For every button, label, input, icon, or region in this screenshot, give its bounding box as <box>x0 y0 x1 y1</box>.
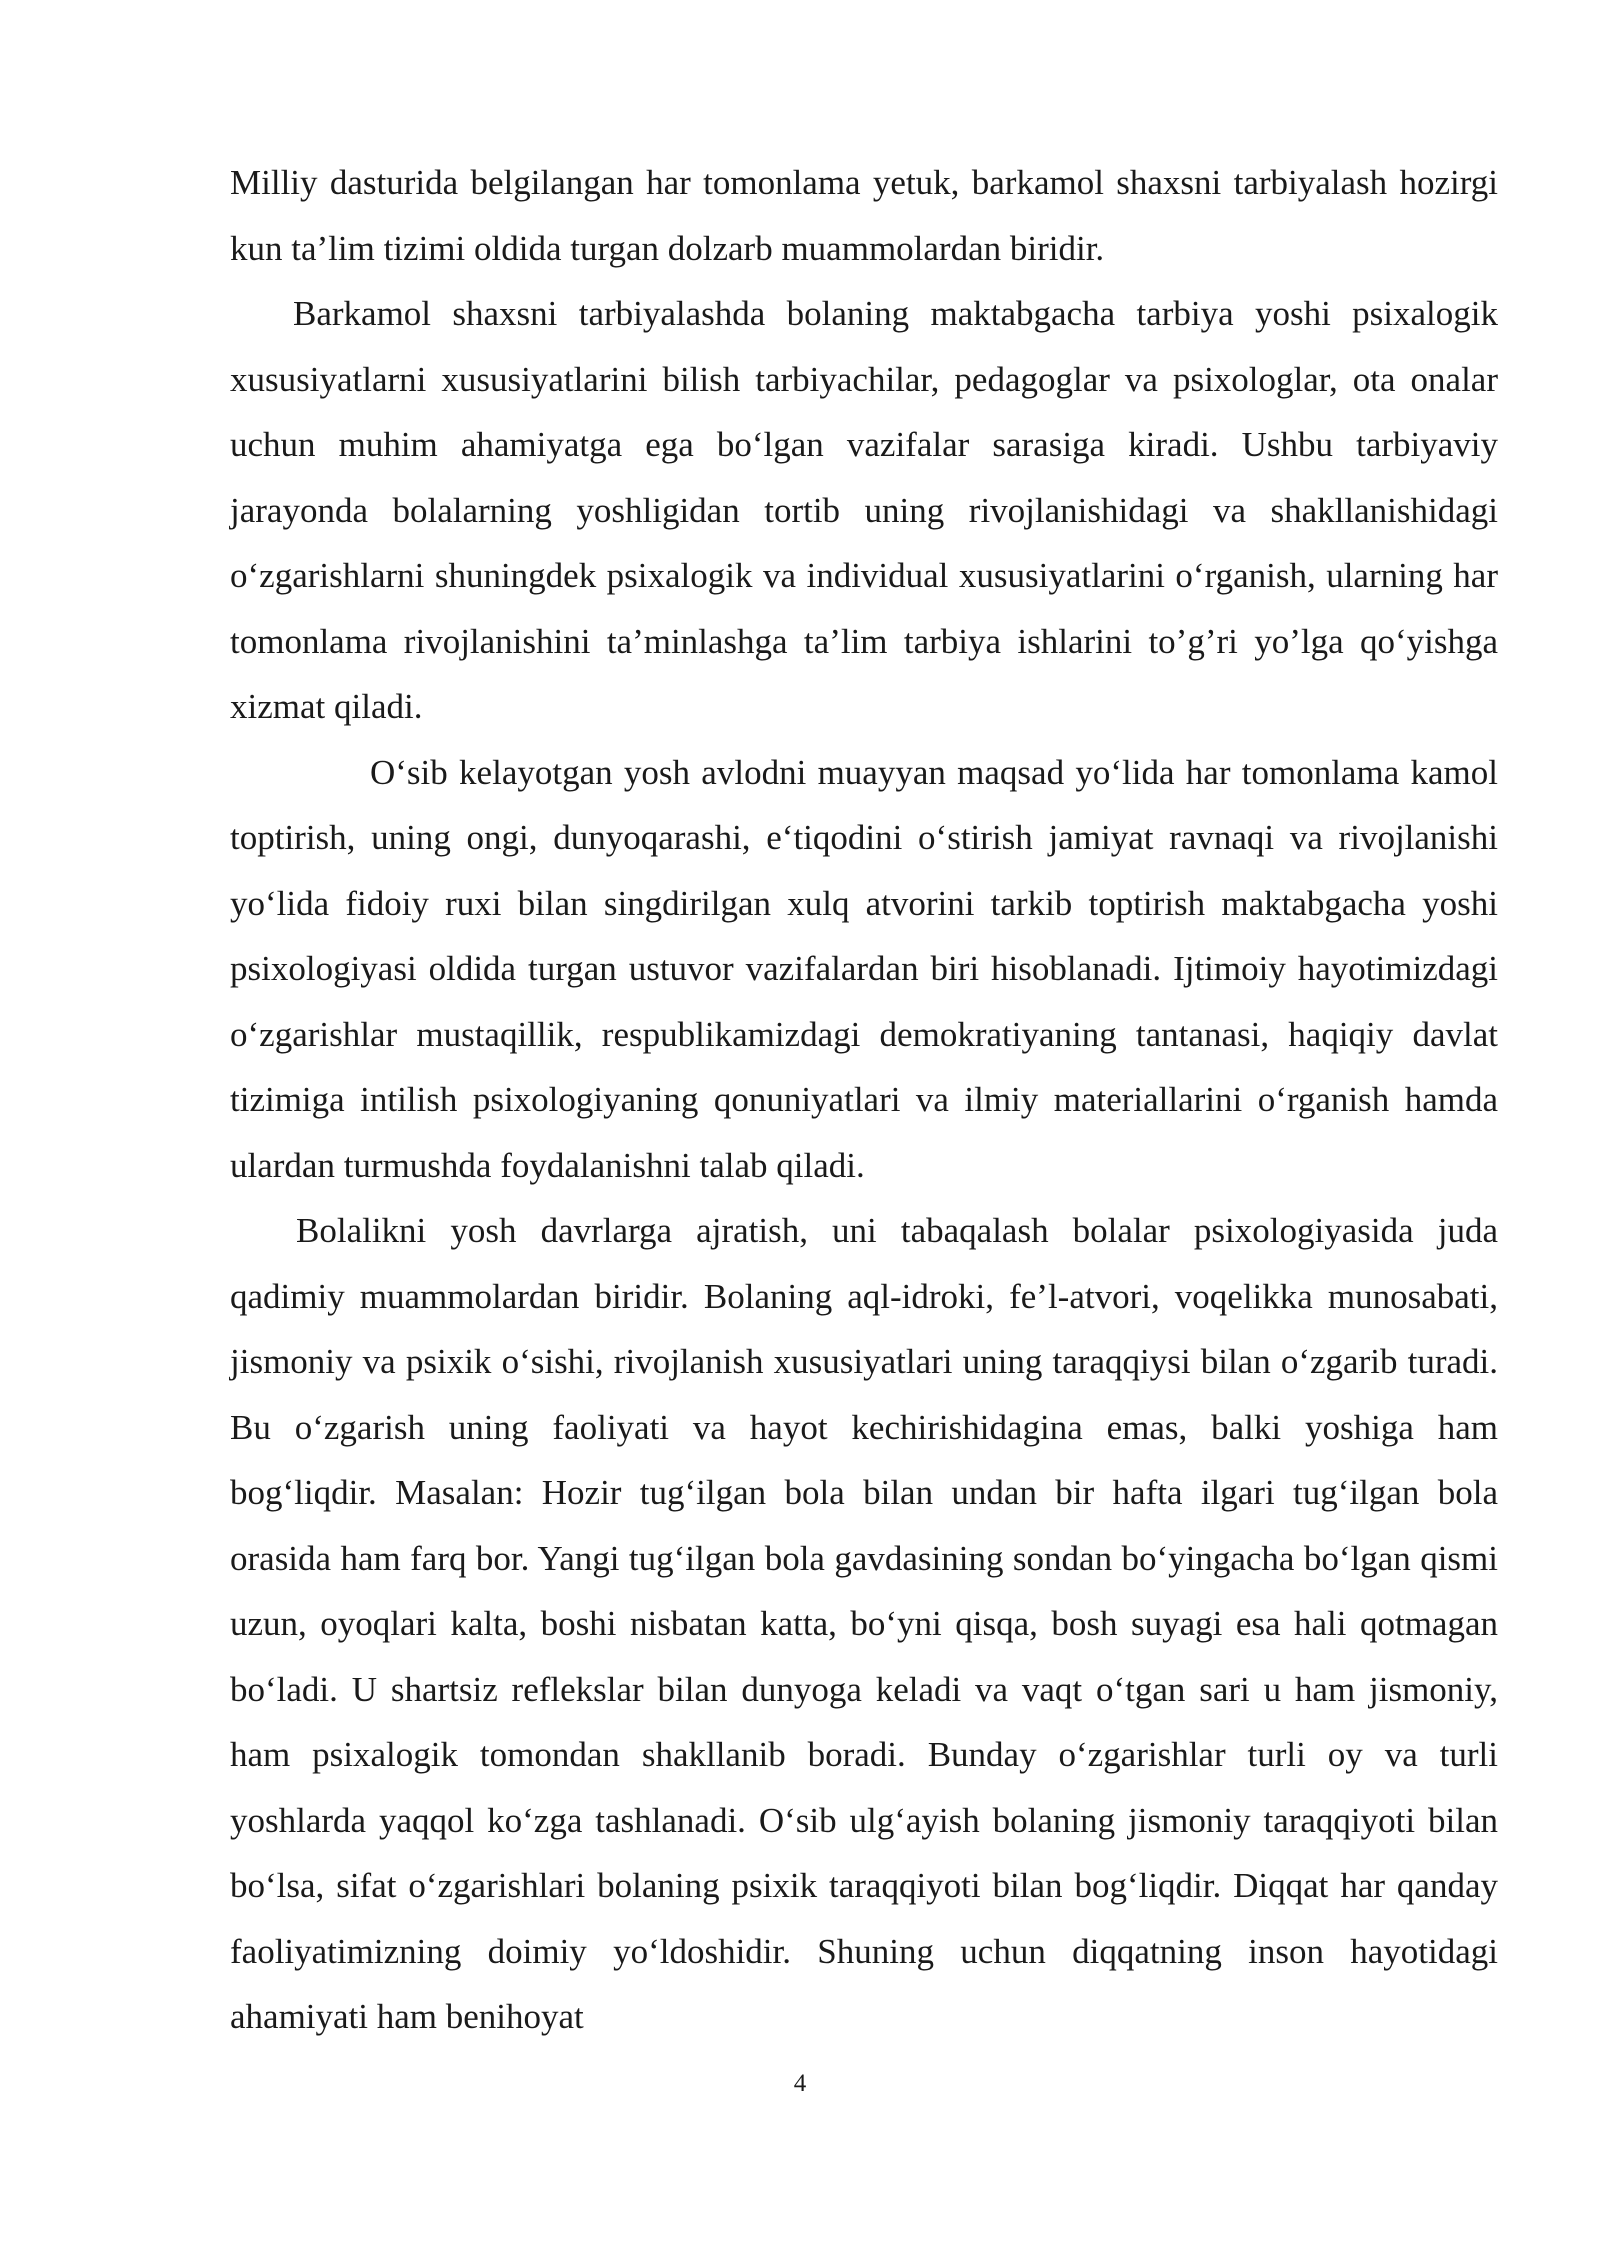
paragraph-1: Milliy dasturida belgilangan har tomonlama yetuk, barkamol shaxsni tarbiyalash hozirgi kun ta’lim tizimi oldida turgan dolzarb muammolardan biridir. <box>230 163 1498 268</box>
page-number: 4 <box>793 2070 807 2097</box>
paragraph-2: Barkamol shaxsni tarbiyalashda bolaning maktabgacha tarbiya yoshi psixalogik xususiyatlarni xususiyatlarini bilish tarbiyachilar, pedagoglar va psixologlar, ota onalar uchun muhim ahamiyatga ega bo‘lgan vazifalar sarasiga kiradi. Ushbu tarbiyaviy jarayonda bolalarning yoshligidan tortib uning rivojlanishidagi va shakllanishidagi o‘zgarishlarni shuningdek psixalogik va individual xususiyatlarini o‘rganish, ularning har tomonlama rivojlanishini ta’minlashga ta’lim tarbiya ishlarini to’g’ri yo’lga qo‘yishga xizmat qiladi. <box>230 294 1498 726</box>
document-body <box>230 150 1498 2050</box>
paragraph-4: Bolalikni yosh davrlarga ajratish, uni tabaqalash bolalar psixologiyasida juda qadimiy muammolardan biridir. Bolaning aql-idroki, fe’l-atvori, voqelikka munosabati, jismoniy va psixik o‘sishi, rivojlanish xususiyatlari uning taraqqiysi bilan o‘zgarib turadi. Bu o‘zgarish uning faoliyati va hayot kechirishidagina emas, balki yoshiga ham bog‘liqdir. Masalan: Hozir tug‘ilgan bola bilan undan bir hafta ilgari tug‘ilgan bola orasida ham farq bor. Yangi tug‘ilgan bola gavdasining sondan bo‘yingacha bo‘lgan qismi uzun, oyoqlari kalta, boshi nisbatan katta, bo‘yni qisqa, bosh suyagi esa hali qotmagan bo‘ladi. U shartsiz reflekslar bilan dunyoga keladi va vaqt o‘tgan sari u ham jismoniy, ham psixalogik tomondan shakllanib boradi. Bunday o‘zgarishlar turli oy va turli yoshlarda yaqqol ko‘zga tashlanadi. O‘sib ulg‘ayish bolaning jismoniy taraqqiyoti bilan bo‘lsa, sifat o‘zgarishlari bolaning psixik taraqqiyoti bilan bog‘liqdir. Diqqat har qanday faoliyatimizning doimiy yo‘ldoshidir. Shuning uchun diqqatning inson hayotidagi ahamiyati ham benihoyat <box>230 1211 1498 2036</box>
paragraph-3: O‘sib kelayotgan yosh avlodni muayyan maqsad yo‘lida har tomonlama kamol toptirish, uning ongi, dunyoqarashi, e‘tiqodini o‘stirish jamiyat ravnaqi va rivojlanishi yo‘lida fidoiy ruxi bilan singdirilgan xulq atvorini tarkib toptirish maktabgacha yoshi psixologiyasi oldida turgan ustuvor vazifalardan biri hisoblanadi. Ijtimoiy hayotimizdagi o‘zgarishlar mustaqillik, respublikamizdagi demokratiyaning tantanasi, haqiqiy davlat tizimiga intilish psixologiyaning qonuniyatlari va ilmiy materiallarini o‘rganish hamda ulardan turmushda foydalanishni talab qiladi. <box>230 752 1498 1185</box>
